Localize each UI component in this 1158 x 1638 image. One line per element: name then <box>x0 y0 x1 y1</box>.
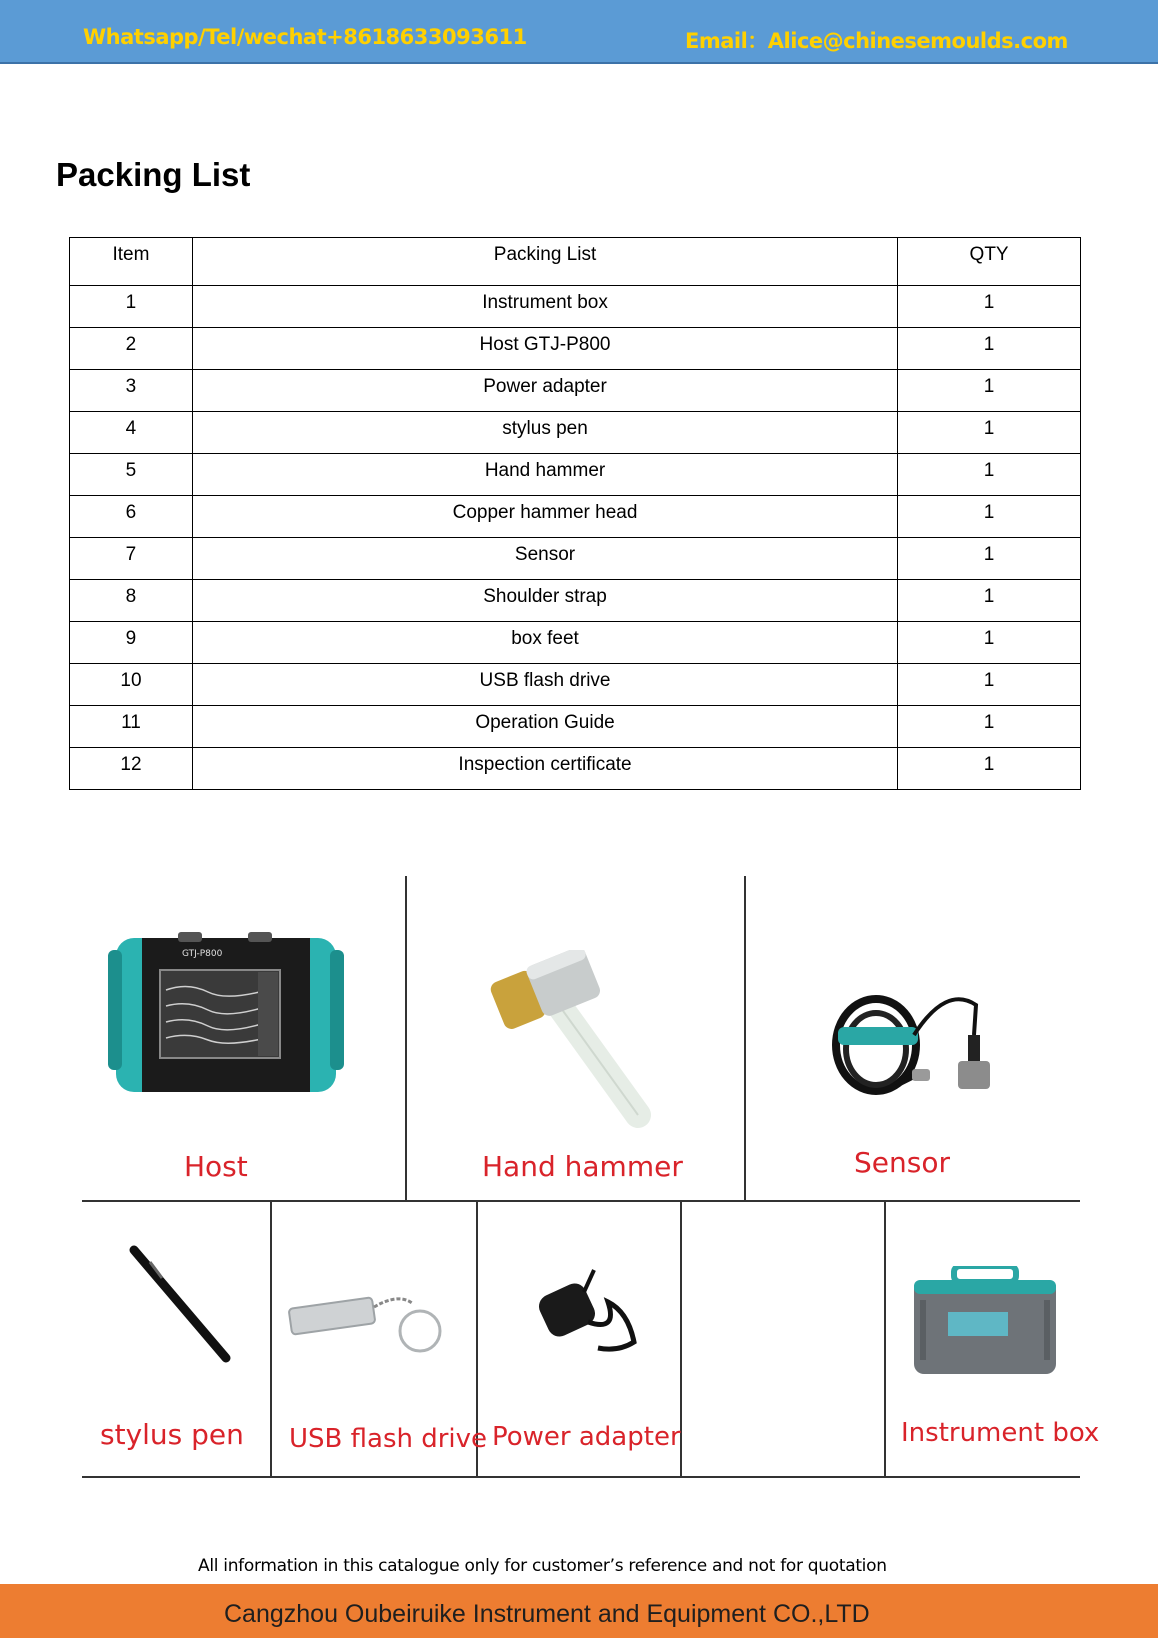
qty-cell: 1 <box>898 328 1081 370</box>
table-row <box>70 706 1081 748</box>
instrument-box-image <box>914 1266 1056 1376</box>
caption-instrument-box: Instrument box <box>901 1418 1100 1448</box>
item-number-cell: 5 <box>70 454 193 496</box>
table-row <box>70 538 1081 580</box>
stylus-pen-image <box>122 1240 242 1370</box>
grid-divider <box>82 1476 1080 1478</box>
caption-stylus-pen: stylus pen <box>100 1418 244 1451</box>
caption-sensor: Sensor <box>854 1146 950 1179</box>
item-number-cell: 1 <box>70 286 193 328</box>
company-name: Cangzhou Oubeiruike Instrument and Equipment CO.,LTD <box>224 1600 870 1628</box>
grid-divider <box>82 1200 1080 1202</box>
qty-cell: 1 <box>898 538 1081 580</box>
qty-cell: 1 <box>898 706 1081 748</box>
column-header-qty: QTY <box>898 238 1081 286</box>
packing-item-cell: Inspection certificate <box>192 748 897 790</box>
column-header-item: Item <box>70 238 193 286</box>
qty-cell: 1 <box>898 412 1081 454</box>
packing-item-cell: Operation Guide <box>192 706 897 748</box>
contact-phone: Whatsapp/Tel/wechat+8618633093611 <box>83 25 527 49</box>
item-number-cell: 10 <box>70 664 193 706</box>
table-row <box>70 748 1081 790</box>
caption-hand-hammer: Hand hammer <box>482 1150 683 1183</box>
qty-cell: 1 <box>898 370 1081 412</box>
usb-flash-drive-image <box>288 1285 458 1355</box>
disclaimer-note: All information in this catalogue only for customer’s reference and not for quotation <box>198 1556 887 1576</box>
contact-email[interactable]: Email：Alice@chinesemoulds.com <box>685 29 1068 53</box>
item-number-cell: 8 <box>70 580 193 622</box>
table-row <box>70 496 1081 538</box>
table-row <box>70 454 1081 496</box>
grid-divider <box>270 1201 272 1477</box>
table-row <box>70 286 1081 328</box>
table-row <box>70 622 1081 664</box>
packing-item-cell: Instrument box <box>192 286 897 328</box>
caption-power-adapter: Power adapter <box>492 1422 681 1452</box>
packing-item-cell: USB flash drive <box>192 664 897 706</box>
packing-item-cell: Hand hammer <box>192 454 897 496</box>
table-row <box>70 370 1081 412</box>
caption-usb-flash-drive: USB flash drive <box>289 1424 488 1454</box>
item-number-cell: 6 <box>70 496 193 538</box>
qty-cell: 1 <box>898 454 1081 496</box>
item-number-cell: 9 <box>70 622 193 664</box>
contact-header-bar <box>0 0 1158 64</box>
item-number-cell: 12 <box>70 748 193 790</box>
hand-hammer-image <box>490 950 660 1130</box>
device-screen-label: GTJ-P800 <box>182 949 223 959</box>
packing-item-cell: stylus pen <box>192 412 897 454</box>
power-adapter-image <box>538 1262 648 1362</box>
table-row <box>70 412 1081 454</box>
packing-item-cell: Copper hammer head <box>192 496 897 538</box>
sensor-image <box>826 975 1006 1125</box>
qty-cell: 1 <box>898 580 1081 622</box>
qty-cell: 1 <box>898 622 1081 664</box>
grid-divider <box>405 876 407 1201</box>
item-number-cell: 7 <box>70 538 193 580</box>
packing-item-cell: Shoulder strap <box>192 580 897 622</box>
packing-item-cell: Power adapter <box>192 370 897 412</box>
packing-item-cell: box feet <box>192 622 897 664</box>
packing-item-cell: Host GTJ-P800 <box>192 328 897 370</box>
host-device-image <box>108 930 344 1100</box>
qty-cell: 1 <box>898 286 1081 328</box>
item-number-cell: 2 <box>70 328 193 370</box>
item-number-cell: 3 <box>70 370 193 412</box>
page-title: Packing List <box>56 156 251 193</box>
table-row <box>70 328 1081 370</box>
caption-host: Host <box>184 1150 248 1183</box>
column-header-packing-list: Packing List <box>192 238 897 286</box>
item-number-cell: 4 <box>70 412 193 454</box>
grid-divider <box>884 1201 886 1477</box>
qty-cell: 1 <box>898 664 1081 706</box>
item-number-cell: 11 <box>70 706 193 748</box>
table-row <box>70 580 1081 622</box>
packing-list-table <box>69 237 1081 790</box>
grid-divider <box>744 876 746 1201</box>
packing-item-cell: Sensor <box>192 538 897 580</box>
table-header-row <box>70 238 1081 286</box>
qty-cell: 1 <box>898 748 1081 790</box>
company-footer-bar <box>0 1584 1158 1638</box>
table-row <box>70 664 1081 706</box>
qty-cell: 1 <box>898 496 1081 538</box>
